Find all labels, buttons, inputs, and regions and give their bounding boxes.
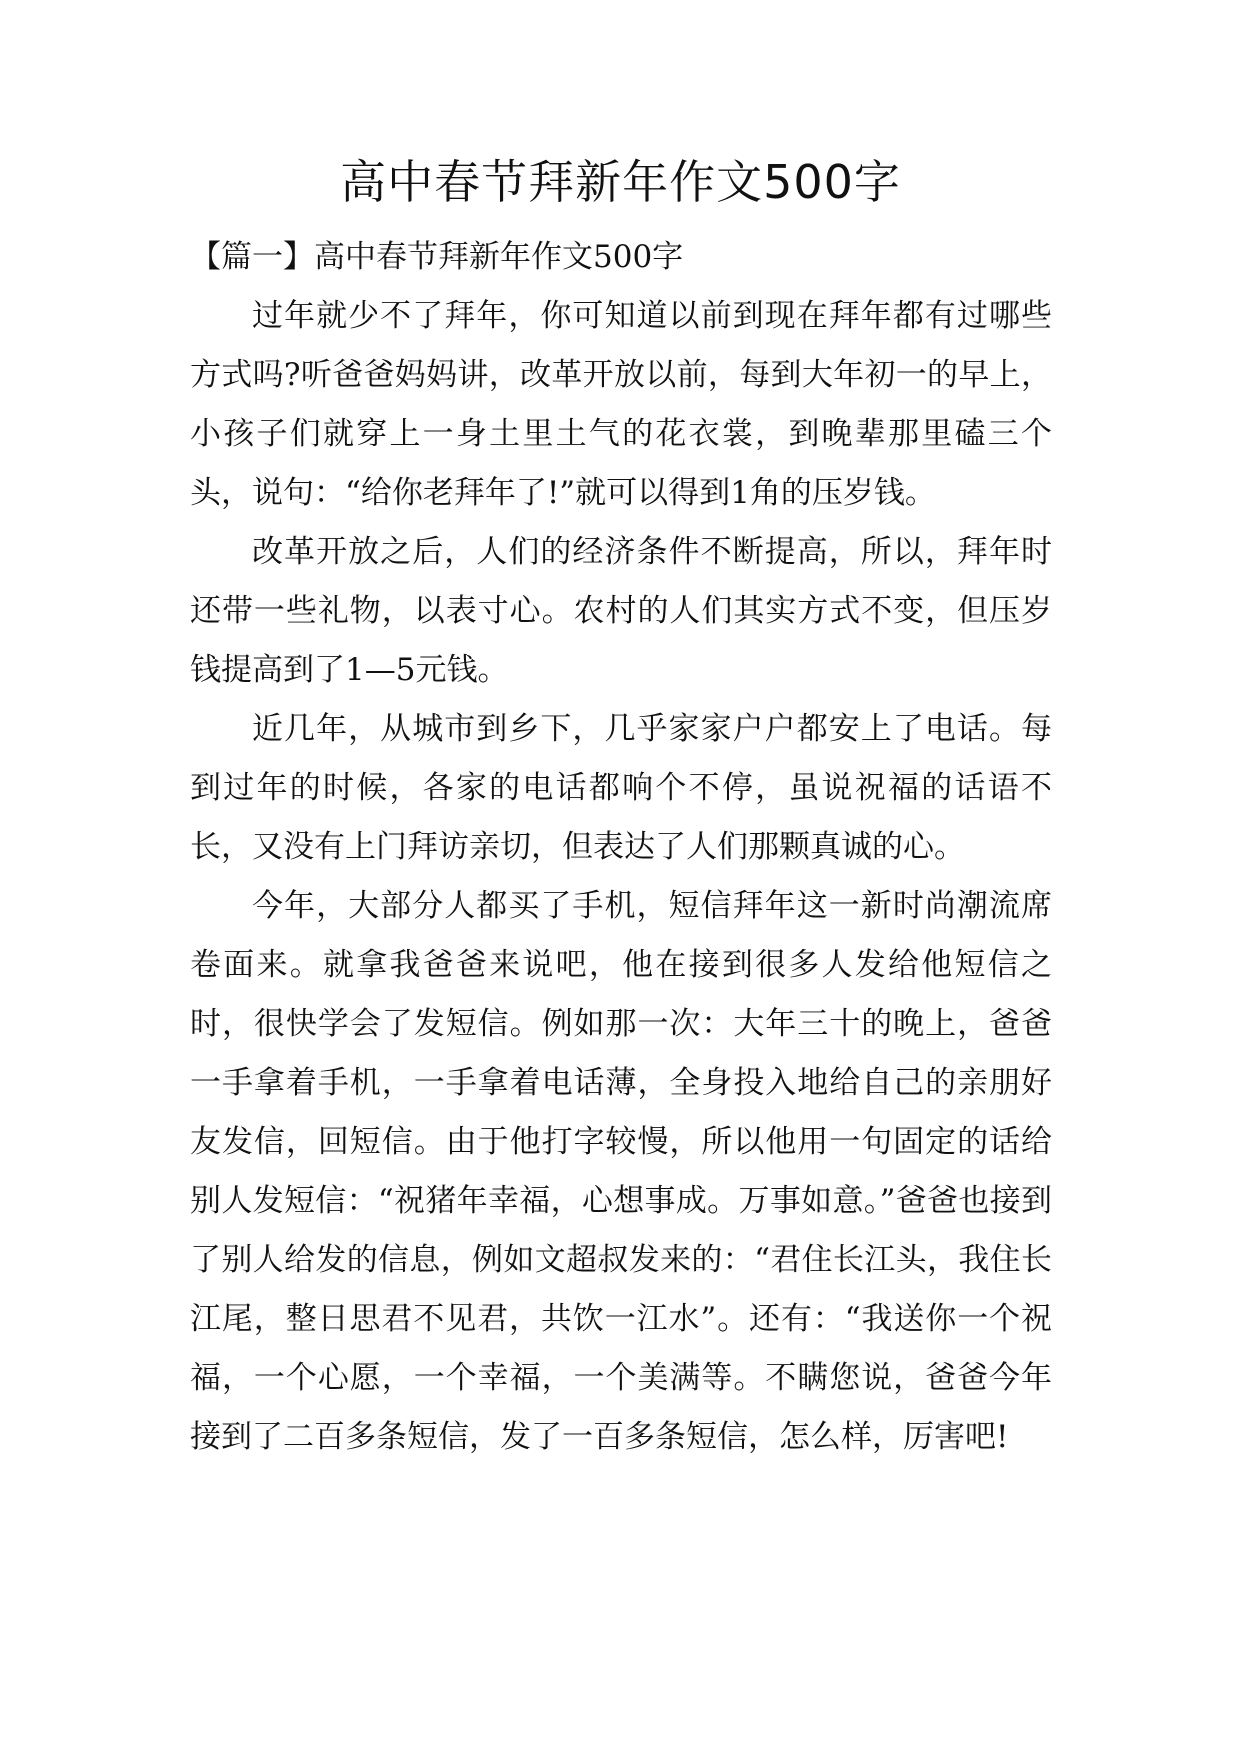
paragraph-3: 近几年，从城市到乡下，几乎家家户户都安上了电话。每到过年的时候，各家的电话都响个不停，虽说祝福的话语不长，又没有上门拜访亲切，但表达了人们那颗真诚的心。 — [190, 711, 1052, 865]
paragraph-1: 过年就少不了拜年，你可知道以前到现在拜年都有过哪些方式吗?听爸爸妈妈讲，改革开放以前，每到大年初一的早上，小孩子们就穿上一身土里土气的花衣裳，到晚辈那里磕三个头，说句：“给你老拜年了!”就可以得到1角的压岁钱。 — [190, 298, 1052, 511]
document-body — [190, 228, 1052, 1467]
paragraph-2: 改革开放之后，人们的经济条件不断提高，所以，拜年时还带一些礼物，以表寸心。农村的人们其实方式不变，但压岁钱提高到了1—5元钱。 — [190, 534, 1052, 688]
document-title: 高中春节拜新年作文500字 — [340, 155, 901, 209]
paragraph-4: 今年，大部分人都买了手机，短信拜年这一新时尚潮流席卷面来。就拿我爸爸来说吧，他在接到很多人发给他短信之时，很快学会了发短信。例如那一次：大年三十的晚上，爸爸一手拿着手机，一手拿着电话薄，全身投入地给自己的亲朋好友发信，回短信。由于他打字较慢，所以他用一句固定的话给别人发短信：“祝猪年幸福，心想事成。万事如意。”爸爸也接到了别人给发的信息，例如文超叔发来的：“君住长江头，我住长江尾，整日思君不见君，共饮一江水”。还有：“我送你一个祝福，一个心愿，一个幸福，一个美满等。不瞒您说，爸爸今年接到了二百多条短信，发了一百多条短信，怎么样，厉害吧! — [190, 888, 1052, 1455]
section-heading: 【篇一】高中春节拜新年作文500字 — [190, 239, 684, 275]
